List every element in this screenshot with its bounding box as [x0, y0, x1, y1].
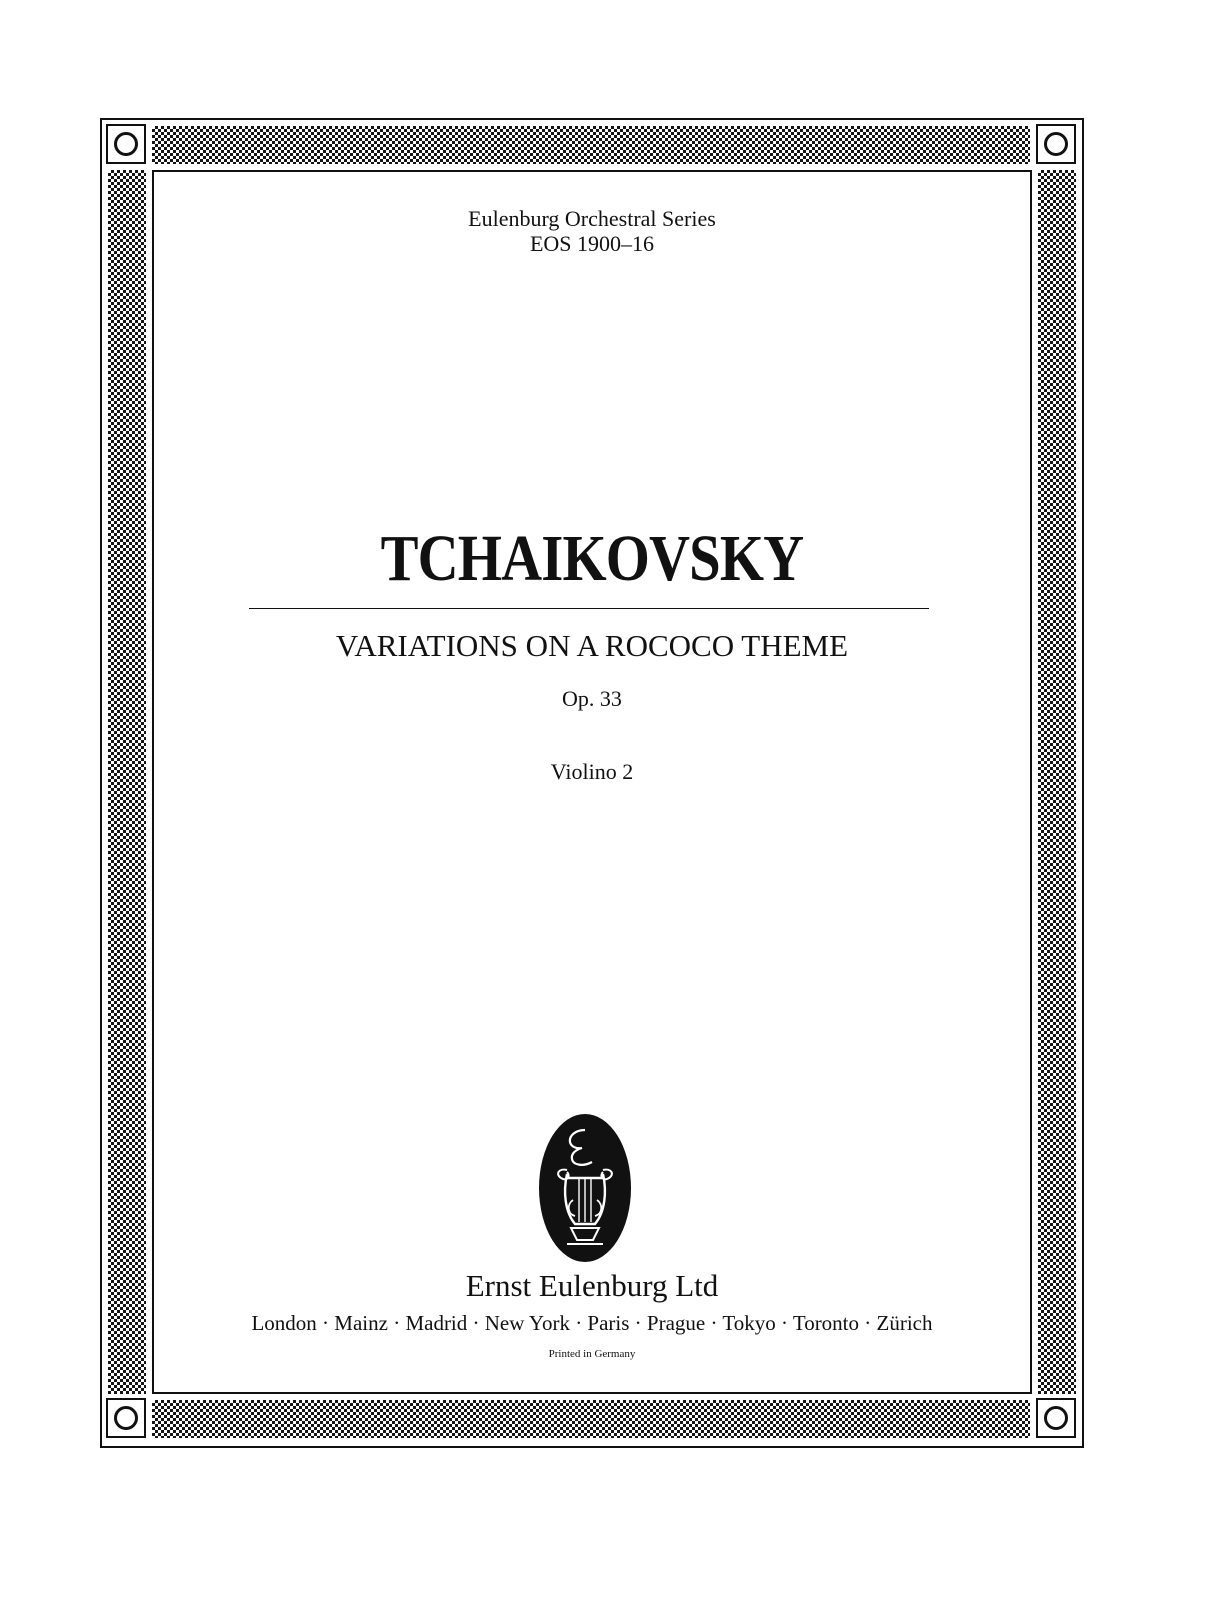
series-code: EOS 1900–16 — [529, 231, 655, 256]
corner-ornament-icon — [1036, 124, 1076, 164]
corner-ornament-icon — [106, 124, 146, 164]
publisher-name: Ernst Eulenburg Ltd — [465, 1268, 719, 1303]
corner-ornament-icon — [106, 1398, 146, 1438]
decorative-pattern-top — [152, 126, 1030, 164]
eulenburg-lyre-logo-icon — [537, 1112, 633, 1264]
printed-note: Printed in Germany — [548, 1348, 636, 1360]
work-title: VARIATIONS ON A ROCOCO THEME — [335, 628, 849, 663]
decorative-pattern-bottom — [152, 1400, 1030, 1438]
publisher-cities: London · Mainz · Madrid · New York · Paris · Prague · Tokyo · Toronto · Zürich — [251, 1311, 933, 1335]
decorative-pattern-right — [1038, 170, 1076, 1394]
corner-ornament-icon — [1036, 1398, 1076, 1438]
opus-number: Op. 33 — [562, 686, 622, 711]
title-divider — [249, 608, 929, 609]
series-name: Eulenburg Orchestral Series — [468, 206, 716, 231]
composer-name: TCHAIKOVSKY — [380, 522, 804, 595]
instrument-part: Violino 2 — [550, 759, 634, 784]
decorative-pattern-left — [108, 170, 146, 1394]
